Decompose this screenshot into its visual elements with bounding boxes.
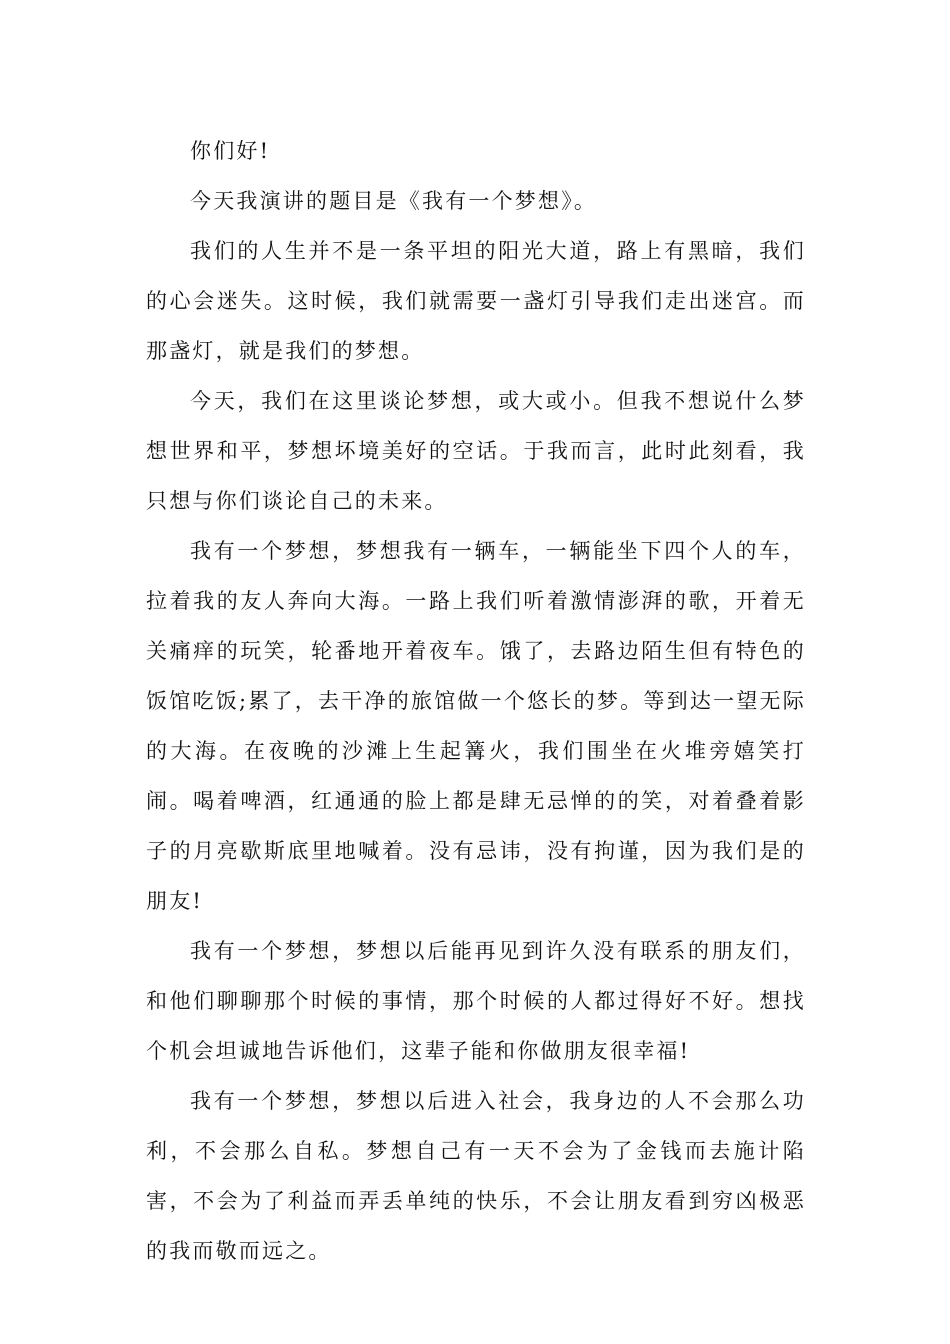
paragraph-life-lamp: 我们的人生并不是一条平坦的阳光大道，路上有黑暗，我们的心会迷失。这时候，我们就需要一盏灯引导我们走出迷宫。而那盏灯，就是我们的梦想。: [146, 239, 806, 363]
paragraph-greeting: 你们好!: [190, 139, 271, 163]
speech-body: [146, 126, 806, 1276]
paragraph-dream-friends: 我有一个梦想，梦想以后能再见到许久没有联系的朋友们，和他们聊聊那个时候的事情，那个时候的人都过得好不好。想找个机会坦诚地告诉他们，这辈子能和你做朋友很幸福!: [146, 939, 806, 1063]
paragraph-topic: 今天我演讲的题目是《我有一个梦想》。: [190, 189, 598, 213]
paragraph-dream-society: 我有一个梦想，梦想以后进入社会，我身边的人不会那么功利，不会那么自私。梦想自己有一天不会为了金钱而去施计陷害，不会为了利益而弄丢单纯的快乐，不会让朋友看到穷凶极恶的我而敬而远之。: [146, 1089, 806, 1263]
paragraph-future: 今天，我们在这里谈论梦想，或大或小。但我不想说什么梦想世界和平，梦想坏境美好的空话。于我而言，此时此刻看，我只想与你们谈论自己的未来。: [146, 389, 806, 513]
paragraph-dream-car: 我有一个梦想，梦想我有一辆车，一辆能坐下四个人的车，拉着我的友人奔向大海。一路上我们听着激情澎湃的歌，开着无关痛痒的玩笑，轮番地开着夜车。饿了，去路边陌生但有特色的饭馆吃饭;累了，去干净的旅馆做一个悠长的梦。等到达一望无际的大海。在夜晚的沙滩上生起篝火，我们围坐在火堆旁嬉笑打闹。喝着啤酒，红通通的脸上都是肆无忌惮的的笑，对着叠着影子的月亮歇斯底里地喊着。没有忌讳，没有拘谨，因为我们是的朋友!: [146, 539, 806, 913]
